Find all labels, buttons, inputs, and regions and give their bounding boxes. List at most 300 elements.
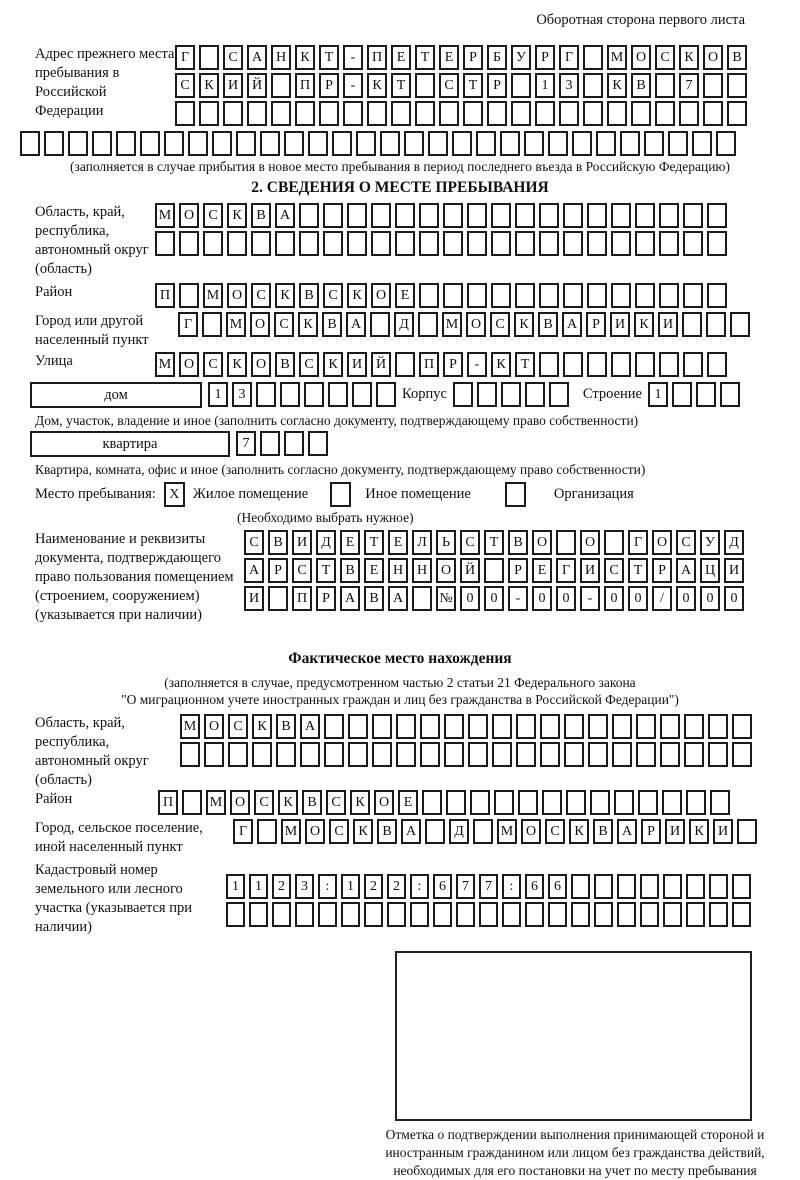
form-cell[interactable]	[182, 790, 202, 815]
form-cell[interactable]: Н	[388, 558, 408, 583]
form-cell[interactable]: С	[223, 45, 243, 70]
form-cell[interactable]: С	[604, 558, 624, 583]
form-cell[interactable]	[371, 231, 391, 256]
form-cell[interactable]: К	[298, 312, 318, 337]
form-cell[interactable]: С	[203, 352, 223, 377]
form-cell[interactable]	[571, 874, 590, 899]
form-cell[interactable]: О	[580, 530, 600, 555]
form-cell[interactable]	[563, 283, 583, 308]
form-cell[interactable]	[467, 231, 487, 256]
form-cell[interactable]	[347, 231, 367, 256]
form-cell[interactable]	[415, 101, 435, 126]
form-cell[interactable]: Й	[247, 73, 267, 98]
form-cell[interactable]	[515, 231, 535, 256]
form-cell[interactable]: 1	[208, 382, 228, 407]
form-cell[interactable]	[271, 73, 291, 98]
form-cell[interactable]: В	[340, 558, 360, 583]
form-cell[interactable]: В	[275, 352, 295, 377]
form-cell[interactable]	[299, 203, 319, 228]
form-cell[interactable]: А	[244, 558, 264, 583]
form-cell[interactable]: 0	[556, 586, 576, 611]
form-cell[interactable]	[696, 382, 716, 407]
form-cell[interactable]	[452, 131, 472, 156]
form-cell[interactable]	[467, 203, 487, 228]
form-cell[interactable]: О	[466, 312, 486, 337]
form-cell[interactable]	[587, 231, 607, 256]
form-cell[interactable]: О	[230, 790, 250, 815]
form-cell[interactable]: П	[155, 283, 175, 308]
form-cell[interactable]: К	[275, 283, 295, 308]
form-cell[interactable]	[179, 283, 199, 308]
form-cell[interactable]: Т	[463, 73, 483, 98]
form-cell[interactable]: О	[204, 714, 224, 739]
form-cell[interactable]	[476, 131, 496, 156]
form-cell[interactable]	[659, 352, 679, 377]
form-cell[interactable]	[672, 382, 692, 407]
form-cell[interactable]	[587, 203, 607, 228]
form-cell[interactable]: 6	[525, 874, 544, 899]
form-cell[interactable]: 1	[648, 382, 668, 407]
form-cell[interactable]	[631, 101, 651, 126]
form-cell[interactable]	[617, 874, 636, 899]
form-cell[interactable]: М	[226, 312, 246, 337]
form-cell[interactable]: С	[175, 73, 195, 98]
form-cell[interactable]	[659, 231, 679, 256]
form-cell[interactable]	[251, 231, 271, 256]
form-cell[interactable]	[539, 231, 559, 256]
form-cell[interactable]: К	[367, 73, 387, 98]
form-cell[interactable]	[662, 790, 682, 815]
form-cell[interactable]	[428, 131, 448, 156]
form-cell[interactable]	[706, 312, 726, 337]
form-cell[interactable]: В	[276, 714, 296, 739]
form-cell[interactable]	[500, 131, 520, 156]
form-cell[interactable]	[611, 283, 631, 308]
form-cell[interactable]	[376, 382, 396, 407]
form-cell[interactable]	[396, 714, 416, 739]
form-cell[interactable]	[524, 131, 544, 156]
form-cell[interactable]	[703, 73, 723, 98]
form-cell[interactable]: 0	[484, 586, 504, 611]
form-cell[interactable]: О	[374, 790, 394, 815]
form-cell[interactable]	[566, 790, 586, 815]
form-cell[interactable]	[594, 902, 613, 927]
form-cell[interactable]: Е	[388, 530, 408, 555]
form-cell[interactable]: Е	[395, 283, 415, 308]
form-cell[interactable]	[444, 714, 464, 739]
form-cell[interactable]: 0	[604, 586, 624, 611]
form-cell[interactable]	[199, 101, 219, 126]
form-cell[interactable]: Р	[508, 558, 528, 583]
form-cell[interactable]	[511, 101, 531, 126]
form-cell[interactable]	[370, 312, 390, 337]
form-cell[interactable]	[456, 902, 475, 927]
form-cell[interactable]: С	[323, 283, 343, 308]
form-cell[interactable]: 0	[460, 586, 480, 611]
form-cell[interactable]	[271, 101, 291, 126]
form-cell[interactable]	[419, 203, 439, 228]
form-cell[interactable]: М	[607, 45, 627, 70]
form-cell[interactable]	[68, 131, 88, 156]
form-cell[interactable]: Р	[316, 586, 336, 611]
form-cell[interactable]	[707, 283, 727, 308]
form-cell[interactable]	[590, 790, 610, 815]
form-cell[interactable]: С	[545, 819, 565, 844]
form-cell[interactable]	[319, 101, 339, 126]
form-cell[interactable]	[252, 742, 272, 767]
form-cell[interactable]	[212, 131, 232, 156]
form-cell[interactable]	[707, 203, 727, 228]
form-cell[interactable]	[683, 283, 703, 308]
form-cell[interactable]	[356, 131, 376, 156]
form-cell[interactable]: К	[227, 352, 247, 377]
form-cell[interactable]	[707, 352, 727, 377]
form-cell[interactable]	[420, 714, 440, 739]
form-cell[interactable]	[372, 742, 392, 767]
form-cell[interactable]: -	[467, 352, 487, 377]
form-cell[interactable]	[395, 231, 415, 256]
form-cell[interactable]	[364, 902, 383, 927]
form-cell[interactable]	[611, 352, 631, 377]
form-cell[interactable]: С	[274, 312, 294, 337]
form-cell[interactable]: К	[514, 312, 534, 337]
form-cell[interactable]: У	[700, 530, 720, 555]
form-cell[interactable]: С	[439, 73, 459, 98]
form-cell[interactable]	[444, 742, 464, 767]
form-cell[interactable]: А	[676, 558, 696, 583]
form-cell[interactable]	[491, 203, 511, 228]
form-cell[interactable]: В	[508, 530, 528, 555]
form-cell[interactable]	[341, 902, 360, 927]
form-cell[interactable]	[491, 231, 511, 256]
form-cell[interactable]	[732, 742, 752, 767]
form-cell[interactable]	[635, 352, 655, 377]
form-cell[interactable]: А	[346, 312, 366, 337]
form-cell[interactable]	[525, 902, 544, 927]
form-cell[interactable]: К	[347, 283, 367, 308]
form-cell[interactable]: Г	[628, 530, 648, 555]
form-cell[interactable]	[479, 902, 498, 927]
form-cell[interactable]	[468, 714, 488, 739]
form-cell[interactable]	[655, 101, 675, 126]
form-cell[interactable]	[280, 382, 300, 407]
form-cell[interactable]	[415, 73, 435, 98]
form-cell[interactable]	[228, 742, 248, 767]
form-cell[interactable]	[620, 131, 640, 156]
form-cell[interactable]: 2	[387, 874, 406, 899]
form-cell[interactable]: А	[401, 819, 421, 844]
form-cell[interactable]	[511, 73, 531, 98]
form-cell[interactable]	[607, 101, 627, 126]
form-cell[interactable]	[155, 231, 175, 256]
form-cell[interactable]: К	[278, 790, 298, 815]
form-cell[interactable]	[638, 790, 658, 815]
form-cell[interactable]	[484, 558, 504, 583]
form-cell[interactable]: М	[180, 714, 200, 739]
form-cell[interactable]: С	[254, 790, 274, 815]
form-cell[interactable]: Ц	[700, 558, 720, 583]
form-cell[interactable]	[275, 231, 295, 256]
form-cell[interactable]: -	[580, 586, 600, 611]
form-cell[interactable]: 0	[724, 586, 744, 611]
form-cell[interactable]	[308, 131, 328, 156]
form-cell[interactable]: -	[343, 73, 363, 98]
form-cell[interactable]	[660, 742, 680, 767]
form-cell[interactable]: 1	[535, 73, 555, 98]
form-cell[interactable]	[179, 231, 199, 256]
form-cell[interactable]: Р	[443, 352, 463, 377]
form-cell[interactable]	[395, 203, 415, 228]
form-cell[interactable]: О	[250, 312, 270, 337]
form-cell[interactable]	[559, 101, 579, 126]
form-cell[interactable]	[492, 714, 512, 739]
form-cell[interactable]	[492, 742, 512, 767]
form-cell[interactable]: Й	[460, 558, 480, 583]
form-cell[interactable]: К	[353, 819, 373, 844]
form-cell[interactable]	[257, 819, 277, 844]
form-cell[interactable]: Г	[233, 819, 253, 844]
form-cell[interactable]: Е	[340, 530, 360, 555]
form-cell[interactable]	[594, 874, 613, 899]
form-cell[interactable]: Н	[412, 558, 432, 583]
form-cell[interactable]	[563, 231, 583, 256]
form-cell[interactable]: К	[689, 819, 709, 844]
form-cell[interactable]: К	[323, 352, 343, 377]
form-cell[interactable]	[583, 45, 603, 70]
form-cell[interactable]: 1	[341, 874, 360, 899]
form-cell[interactable]	[295, 101, 315, 126]
form-cell[interactable]	[371, 203, 391, 228]
form-cell[interactable]: С	[326, 790, 346, 815]
form-cell[interactable]	[635, 203, 655, 228]
form-cell[interactable]: В	[268, 530, 288, 555]
form-cell[interactable]: М	[155, 203, 175, 228]
form-cell[interactable]: Р	[652, 558, 672, 583]
form-cell[interactable]	[640, 902, 659, 927]
form-cell[interactable]: И	[724, 558, 744, 583]
form-cell[interactable]	[175, 101, 195, 126]
form-cell[interactable]: К	[491, 352, 511, 377]
form-cell[interactable]	[732, 874, 751, 899]
form-cell[interactable]	[404, 131, 424, 156]
form-cell[interactable]	[604, 530, 624, 555]
form-cell[interactable]: Г	[178, 312, 198, 337]
form-cell[interactable]	[563, 352, 583, 377]
form-cell[interactable]	[682, 312, 702, 337]
form-cell[interactable]	[372, 714, 392, 739]
form-cell[interactable]: С	[203, 203, 223, 228]
form-cell[interactable]	[352, 382, 372, 407]
form-cell[interactable]	[502, 902, 521, 927]
form-cell[interactable]	[549, 382, 569, 407]
form-cell[interactable]	[395, 352, 415, 377]
form-cell[interactable]: С	[292, 558, 312, 583]
form-cell[interactable]	[716, 131, 736, 156]
form-cell[interactable]: П	[419, 352, 439, 377]
form-cell[interactable]	[518, 790, 538, 815]
form-cell[interactable]: Р	[268, 558, 288, 583]
form-cell[interactable]	[540, 742, 560, 767]
form-cell[interactable]: Е	[364, 558, 384, 583]
form-cell[interactable]	[44, 131, 64, 156]
form-cell[interactable]	[268, 586, 288, 611]
form-cell[interactable]	[391, 101, 411, 126]
form-cell[interactable]: А	[388, 586, 408, 611]
form-cell[interactable]: Е	[398, 790, 418, 815]
form-cell[interactable]: В	[727, 45, 747, 70]
form-cell[interactable]: 7	[479, 874, 498, 899]
form-cell[interactable]	[164, 131, 184, 156]
form-cell[interactable]: И	[665, 819, 685, 844]
form-cell[interactable]	[425, 819, 445, 844]
form-cell[interactable]: Т	[628, 558, 648, 583]
form-cell[interactable]	[636, 714, 656, 739]
form-cell[interactable]	[348, 742, 368, 767]
form-cell[interactable]: О	[521, 819, 541, 844]
form-cell[interactable]: М	[442, 312, 462, 337]
form-cell[interactable]	[276, 742, 296, 767]
form-cell[interactable]	[583, 101, 603, 126]
form-cell[interactable]: О	[305, 819, 325, 844]
form-cell[interactable]	[92, 131, 112, 156]
form-cell[interactable]: :	[410, 874, 429, 899]
form-cell[interactable]: Д	[724, 530, 744, 555]
form-cell[interactable]: А	[562, 312, 582, 337]
form-cell[interactable]	[548, 902, 567, 927]
form-cell[interactable]: С	[251, 283, 271, 308]
form-cell[interactable]	[367, 101, 387, 126]
form-cell[interactable]	[20, 131, 40, 156]
form-cell[interactable]	[587, 352, 607, 377]
form-cell[interactable]: Р	[641, 819, 661, 844]
mesto-option-inoe-checkbox[interactable]	[330, 482, 351, 507]
form-cell[interactable]: М	[281, 819, 301, 844]
form-cell[interactable]: И	[244, 586, 264, 611]
form-cell[interactable]	[683, 352, 703, 377]
form-cell[interactable]: К	[350, 790, 370, 815]
form-cell[interactable]	[494, 790, 514, 815]
form-cell[interactable]	[588, 742, 608, 767]
form-cell[interactable]	[708, 742, 728, 767]
form-cell[interactable]: В	[631, 73, 651, 98]
form-cell[interactable]	[323, 231, 343, 256]
form-cell[interactable]	[571, 902, 590, 927]
form-cell[interactable]: В	[593, 819, 613, 844]
form-cell[interactable]	[491, 283, 511, 308]
form-cell[interactable]: П	[295, 73, 315, 98]
form-cell[interactable]: 7	[679, 73, 699, 98]
form-cell[interactable]	[686, 874, 705, 899]
form-cell[interactable]: 0	[532, 586, 552, 611]
form-cell[interactable]: С	[460, 530, 480, 555]
form-cell[interactable]	[727, 73, 747, 98]
form-cell[interactable]: 6	[548, 874, 567, 899]
form-cell[interactable]	[572, 131, 592, 156]
form-cell[interactable]: 6	[433, 874, 452, 899]
form-cell[interactable]: Д	[316, 530, 336, 555]
form-cell[interactable]	[203, 231, 223, 256]
form-cell[interactable]: Д	[394, 312, 414, 337]
form-cell[interactable]	[596, 131, 616, 156]
form-cell[interactable]	[732, 902, 751, 927]
form-cell[interactable]: 0	[676, 586, 696, 611]
form-cell[interactable]: В	[377, 819, 397, 844]
form-cell[interactable]: Б	[487, 45, 507, 70]
dom-type-box[interactable]: дом	[30, 382, 202, 408]
form-cell[interactable]	[304, 382, 324, 407]
form-cell[interactable]: Р	[535, 45, 555, 70]
form-cell[interactable]: Ь	[436, 530, 456, 555]
form-cell[interactable]	[703, 101, 723, 126]
form-cell[interactable]: Й	[371, 352, 391, 377]
form-cell[interactable]	[227, 231, 247, 256]
form-cell[interactable]: В	[299, 283, 319, 308]
form-cell[interactable]: О	[703, 45, 723, 70]
form-cell[interactable]: Н	[271, 45, 291, 70]
form-cell[interactable]	[249, 902, 268, 927]
form-cell[interactable]	[612, 714, 632, 739]
form-cell[interactable]	[614, 790, 634, 815]
form-cell[interactable]: П	[367, 45, 387, 70]
form-cell[interactable]	[324, 742, 344, 767]
form-cell[interactable]	[202, 312, 222, 337]
form-cell[interactable]: И	[292, 530, 312, 555]
form-cell[interactable]	[588, 714, 608, 739]
form-cell[interactable]: Р	[586, 312, 606, 337]
form-cell[interactable]: К	[295, 45, 315, 70]
form-cell[interactable]: Р	[463, 45, 483, 70]
form-cell[interactable]: 2	[364, 874, 383, 899]
form-cell[interactable]	[419, 231, 439, 256]
form-cell[interactable]	[635, 283, 655, 308]
form-cell[interactable]	[328, 382, 348, 407]
form-cell[interactable]	[611, 203, 631, 228]
form-cell[interactable]: О	[371, 283, 391, 308]
form-cell[interactable]: Т	[391, 73, 411, 98]
form-cell[interactable]	[199, 45, 219, 70]
form-cell[interactable]	[443, 203, 463, 228]
form-cell[interactable]: Е	[532, 558, 552, 583]
form-cell[interactable]: Т	[415, 45, 435, 70]
form-cell[interactable]: К	[252, 714, 272, 739]
form-cell[interactable]	[583, 73, 603, 98]
form-cell[interactable]: Р	[319, 73, 339, 98]
form-cell[interactable]	[467, 283, 487, 308]
form-cell[interactable]: У	[511, 45, 531, 70]
form-cell[interactable]	[256, 382, 276, 407]
form-cell[interactable]: 7	[236, 431, 256, 456]
form-cell[interactable]: И	[610, 312, 630, 337]
form-cell[interactable]	[396, 742, 416, 767]
form-cell[interactable]	[516, 742, 536, 767]
form-cell[interactable]: Г	[556, 558, 576, 583]
form-cell[interactable]	[612, 742, 632, 767]
form-cell[interactable]	[732, 714, 752, 739]
form-cell[interactable]: А	[617, 819, 637, 844]
form-cell[interactable]	[542, 790, 562, 815]
form-cell[interactable]: К	[607, 73, 627, 98]
form-cell[interactable]	[412, 586, 432, 611]
form-cell[interactable]	[556, 530, 576, 555]
form-cell[interactable]	[515, 283, 535, 308]
form-cell[interactable]	[410, 902, 429, 927]
form-cell[interactable]	[501, 382, 521, 407]
form-cell[interactable]	[487, 101, 507, 126]
form-cell[interactable]	[470, 790, 490, 815]
form-cell[interactable]: :	[502, 874, 521, 899]
form-cell[interactable]	[223, 101, 243, 126]
form-cell[interactable]: 7	[456, 874, 475, 899]
